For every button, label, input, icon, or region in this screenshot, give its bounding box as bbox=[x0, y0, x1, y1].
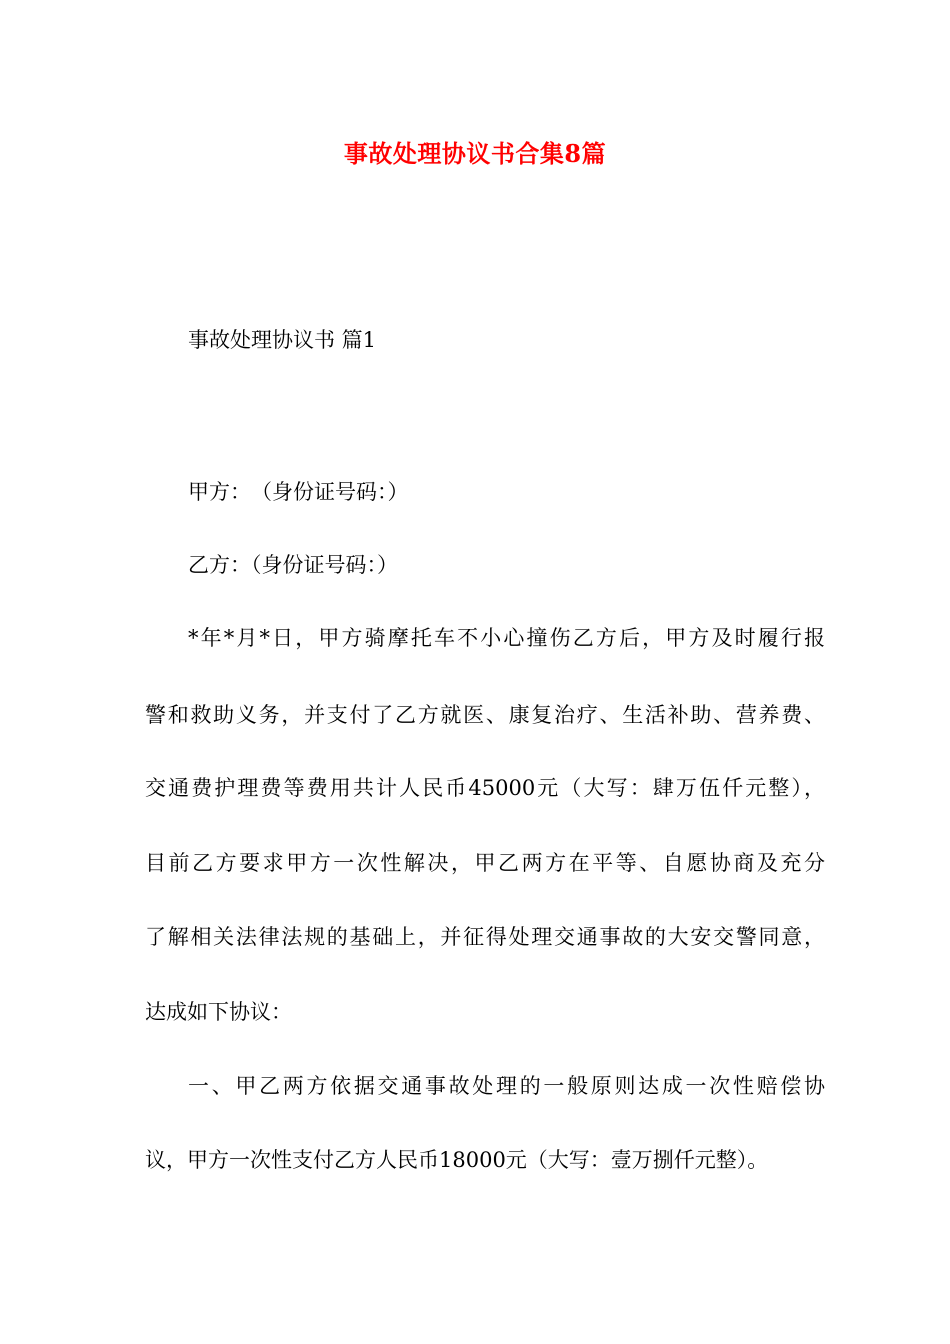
party-a-line: 甲方： （身份证号码：） bbox=[188, 480, 409, 504]
paragraph-line: 一、甲乙两方依据交通事故处理的一般原则达成一次性赔偿协 bbox=[188, 1074, 825, 1098]
paragraph-line: 目前乙方要求甲方一次性解决，甲乙两方在平等、自愿协商及充分 bbox=[145, 851, 825, 875]
paragraph-line: 交通费护理费等费用共计人民币45000元（大写：肆万伍仟元整）， bbox=[145, 776, 825, 800]
paragraph-line: 议，甲方一次性支付乙方人民币18000元（大写：壹万捌仟元整）。 bbox=[145, 1148, 769, 1172]
section-heading: 事故处理协议书 篇1 bbox=[188, 328, 377, 352]
paragraph-line: 达成如下协议： bbox=[145, 1000, 292, 1024]
document-title: 事故处理协议书合集8篇 bbox=[343, 139, 607, 168]
paragraph-line: 了解相关法律法规的基础上，并征得处理交通事故的大安交警同意， bbox=[145, 925, 825, 949]
party-b-line: 乙方：（身份证号码：） bbox=[188, 553, 398, 577]
paragraph-line: *年*月*日，甲方骑摩托车不小心撞伤乙方后，甲方及时履行报 bbox=[188, 626, 825, 650]
paragraph-line: 警和救助义务，并支付了乙方就医、康复治疗、生活补助、营养费、 bbox=[145, 703, 825, 727]
